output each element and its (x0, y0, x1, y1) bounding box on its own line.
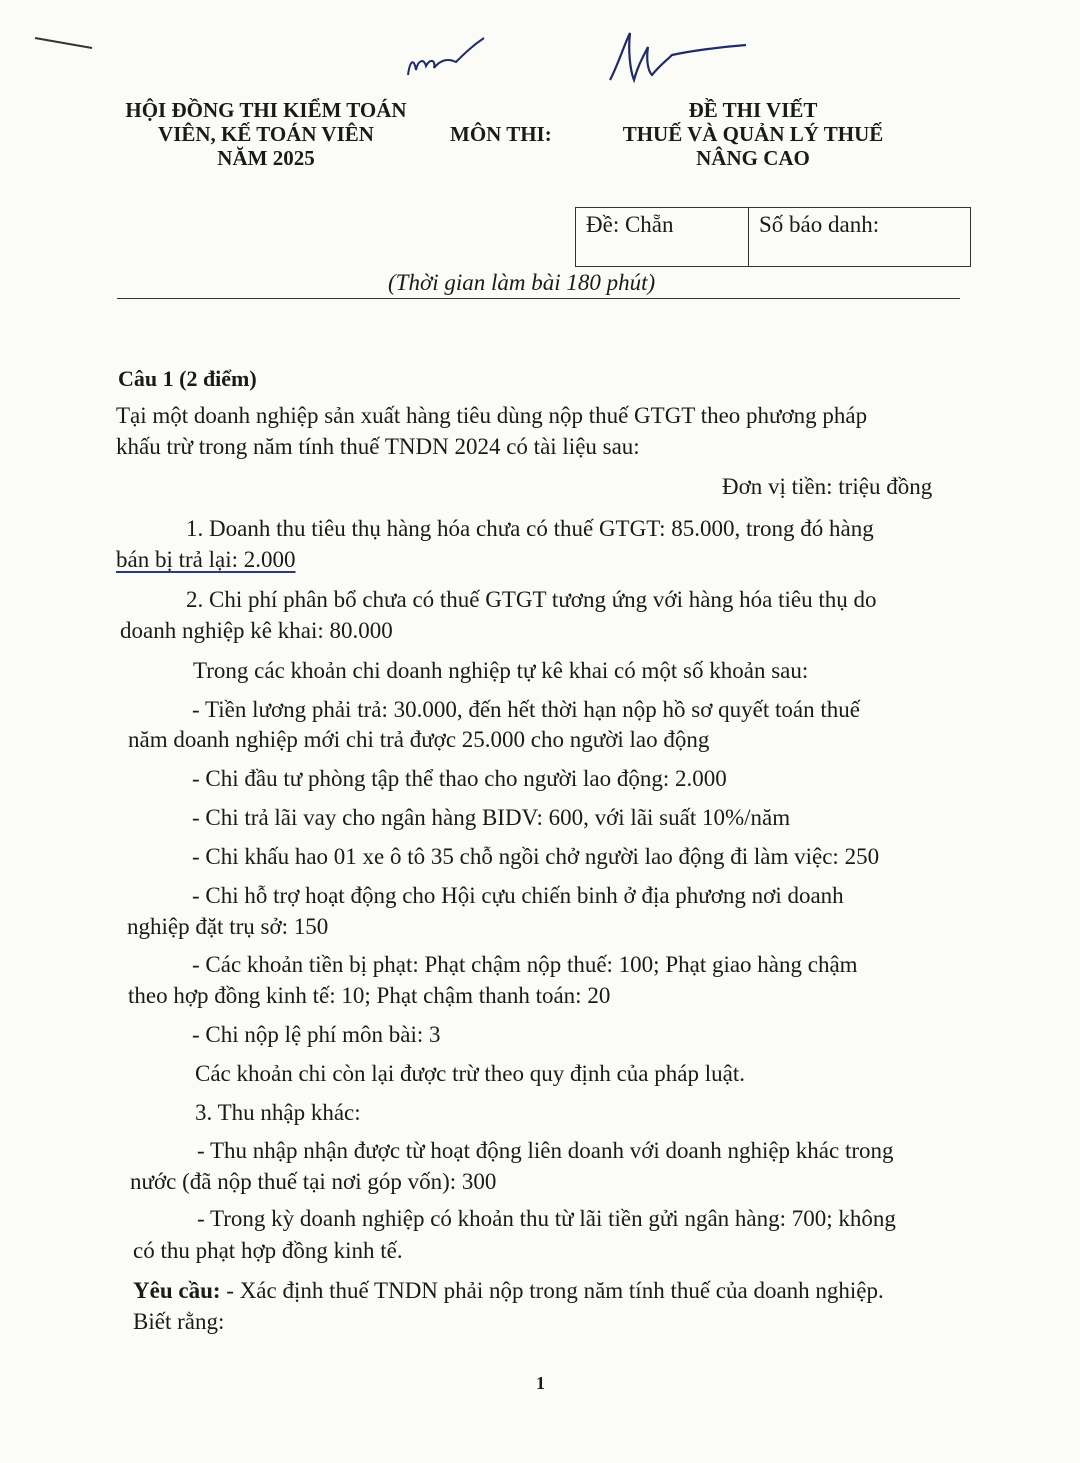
exam-header (600, 98, 906, 170)
requirement-line-1 (133, 1276, 884, 1306)
org-line-2: VIÊN, KẾ TOÁN VIÊN (158, 122, 374, 146)
time-note: (Thời gian làm bài 180 phút) (388, 270, 656, 295)
signature-right (600, 25, 760, 90)
header-divider (117, 298, 960, 299)
requirement-label: Yêu cầu: (133, 1278, 221, 1303)
remaining-expenses: Các khoản chi còn lại được trừ theo quy định của pháp luật. (195, 1061, 745, 1086)
expense-3: - Chi trả lãi vay cho ngân hàng BIDV: 600, với lãi suất 10%/năm (192, 805, 791, 830)
exam-line-1: ĐỀ THI VIẾT (688, 98, 818, 122)
org-line-1: HỘI ĐỒNG THI KIỂM TOÁN (125, 98, 407, 122)
expense-7: - Chi nộp lệ phí môn bài: 3 (192, 1022, 441, 1047)
exam-line-3: NÂNG CAO (696, 146, 810, 170)
intro-line-2: khấu trừ trong năm tính thuế TNDN 2024 có tài liệu sau: (116, 434, 640, 459)
item-2-line-1: 2. Chi phí phân bổ chưa có thuế GTGT tương ứng với hàng hóa tiêu thụ do (186, 587, 877, 612)
requirement-text: - Xác định thuế TNDN phải nộp trong năm tính thuế của doanh nghiệp. (220, 1278, 884, 1303)
item-3-title: 3. Thu nhập khác: (195, 1100, 361, 1125)
expenses-intro: Trong các khoản chi doanh nghiệp tự kê khai có một số khoản sau: (193, 658, 809, 683)
expense-4: - Chi khấu hao 01 xe ô tô 35 chỗ ngồi chở người lao động đi làm việc: 250 (192, 844, 880, 869)
page-number: 1 (536, 1373, 545, 1393)
expense-6-line-1: - Các khoản tiền bị phạt: Phạt chậm nộp thuế: 100; Phạt giao hàng chậm (192, 952, 858, 977)
exam-variant: Đề: Chẵn (576, 208, 749, 266)
item-1-line-2: bán bị trả lại: 2.000 (116, 547, 296, 572)
expense-1-line-1: - Tiền lương phải trả: 30.000, đến hết thời hạn nộp hồ sơ quyết toán thuế (192, 697, 860, 722)
org-line-3: NĂM 2025 (217, 146, 315, 170)
currency-unit: Đơn vị tiền: triệu đồng (722, 474, 933, 499)
intro-line-1: Tại một doanh nghiệp sản xuất hàng tiêu dùng nộp thuế GTGT theo phương pháp (116, 403, 868, 428)
expense-2: - Chi đầu tư phòng tập thể thao cho người lao động: 2.000 (192, 766, 727, 791)
expense-1-line-2: năm doanh nghiệp mới chi trả được 25.000 cho người lao động (128, 727, 710, 752)
organization-header (110, 98, 422, 170)
income-1-line-2: nước (đã nộp thuế tại nơi góp vốn): 300 (130, 1169, 497, 1194)
income-2-line-2: có thu phạt hợp đồng kinh tế. (133, 1238, 403, 1263)
stray-pen-mark (30, 30, 100, 55)
income-2-line-1: - Trong kỳ doanh nghiệp có khoản thu từ lãi tiền gửi ngân hàng: 700; không (197, 1206, 896, 1231)
income-1-line-1: - Thu nhập nhận được từ hoạt động liên doanh với doanh nghiệp khác trong (197, 1138, 894, 1163)
expense-5-line-1: - Chi hỗ trợ hoạt động cho Hội cựu chiến binh ở địa phương nơi doanh (192, 883, 844, 908)
exam-line-2: THUẾ VÀ QUẢN LÝ THUẾ (622, 122, 884, 146)
exam-info-box (575, 207, 971, 267)
item-2-line-2: doanh nghiệp kê khai: 80.000 (120, 618, 393, 643)
requirement-line-2: Biết rằng: (133, 1309, 225, 1334)
question-title: Câu 1 (2 điểm) (118, 366, 257, 391)
subject-label: MÔN THI: (450, 122, 552, 146)
item-1-line-1: 1. Doanh thu tiêu thụ hàng hóa chưa có thuế GTGT: 85.000, trong đó hàng (186, 516, 874, 541)
expense-5-line-2: nghiệp đặt trụ sở: 150 (127, 914, 329, 939)
signature-left (400, 30, 490, 85)
candidate-number-field: Số báo danh: (759, 212, 880, 237)
expense-6-line-2: theo hợp đồng kinh tế: 10; Phạt chậm thanh toán: 20 (128, 983, 611, 1008)
